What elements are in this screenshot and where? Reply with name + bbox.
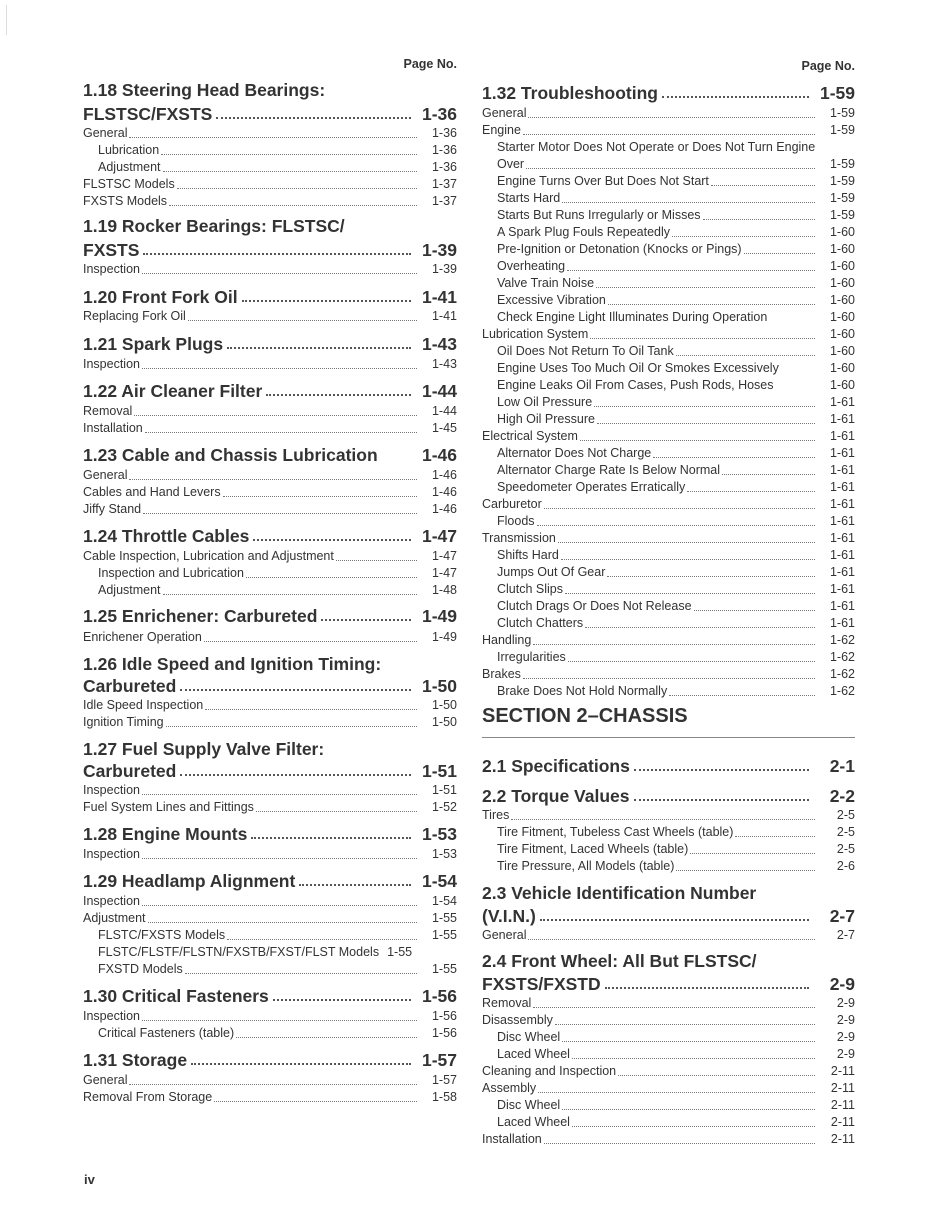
toc-entry[interactable]: Removal 2-9 bbox=[482, 996, 855, 1010]
toc-entry[interactable]: Starts But Runs Irregularly or Misses 1-59 bbox=[497, 208, 855, 222]
section-title: SECTION 2–CHASSIS bbox=[482, 705, 688, 727]
toc-heading-1-27-line2[interactable]: Carbureted 1-51 bbox=[83, 761, 457, 781]
toc-entry[interactable]: Pre-Ignition or Detonation (Knocks or Pings) 1-60 bbox=[497, 242, 855, 256]
toc-entry[interactable]: Cables and Hand Levers 1-46 bbox=[83, 485, 457, 499]
toc-entry[interactable]: Cleaning and Inspection 2-11 bbox=[482, 1064, 855, 1078]
toc-entry[interactable]: Engine Leaks Oil From Cases, Push Rods, Hoses 1-60 bbox=[497, 378, 855, 392]
page-no-label: Page No. bbox=[403, 57, 457, 71]
toc-entry[interactable]: Disc Wheel 2-9 bbox=[497, 1030, 855, 1044]
toc-entry[interactable]: Inspection 1-51 bbox=[83, 783, 457, 797]
toc-entry[interactable]: Engine Uses Too Much Oil Or Smokes Excessively 1-60 bbox=[497, 361, 855, 375]
toc-heading-2-3[interactable]: 2.3 Vehicle Identification Number bbox=[482, 883, 757, 903]
toc-heading-1-30[interactable]: 1.30 Critical Fasteners 1-56 bbox=[83, 986, 457, 1006]
toc-entry[interactable]: Low Oil Pressure 1-61 bbox=[497, 395, 855, 409]
toc-entry[interactable]: Removal 1-44 bbox=[83, 404, 457, 418]
toc-entry[interactable]: Idle Speed Inspection 1-50 bbox=[83, 698, 457, 712]
toc-entry[interactable]: A Spark Plug Fouls Repeatedly 1-60 bbox=[497, 225, 855, 239]
toc-entry[interactable]: Disc Wheel 2-11 bbox=[497, 1098, 855, 1112]
toc-entry[interactable]: General 1-59 bbox=[482, 106, 855, 120]
toc-entry[interactable]: Inspection 1-43 bbox=[83, 357, 457, 371]
section-rule bbox=[482, 737, 855, 738]
toc-entry[interactable]: Lubrication 1-36 bbox=[98, 143, 457, 157]
toc-entry[interactable]: Electrical System 1-61 bbox=[482, 429, 855, 443]
toc-entry[interactable]: Adjustment 1-48 bbox=[98, 583, 457, 597]
toc-heading-1-26[interactable]: 1.26 Idle Speed and Ignition Timing: bbox=[83, 654, 382, 674]
toc-entry[interactable]: Laced Wheel 2-9 bbox=[497, 1047, 855, 1061]
toc-entry[interactable]: Irregularities 1-62 bbox=[497, 650, 855, 664]
toc-entry[interactable]: FLSTC/FXSTS Models 1-55 bbox=[98, 928, 457, 942]
toc-entry[interactable]: Removal From Storage 1-58 bbox=[83, 1090, 457, 1104]
toc-entry[interactable]: Fuel System Lines and Fittings 1-52 bbox=[83, 800, 457, 814]
toc-entry[interactable]: Ignition Timing 1-50 bbox=[83, 715, 457, 729]
toc-entry[interactable]: Adjustment 1-36 bbox=[98, 160, 457, 174]
toc-entry[interactable]: Enrichener Operation 1-49 bbox=[83, 630, 457, 644]
toc-entry[interactable]: General 1-57 bbox=[83, 1073, 457, 1087]
toc-entry[interactable]: Jumps Out Of Gear 1-61 bbox=[497, 565, 855, 579]
toc-entry[interactable]: Alternator Charge Rate Is Below Normal 1-61 bbox=[497, 463, 855, 477]
toc-entry[interactable]: Tires 2-5 bbox=[482, 808, 855, 822]
toc-entry[interactable]: Floods 1-61 bbox=[497, 514, 855, 528]
toc-entry[interactable]: General 2-7 bbox=[482, 928, 855, 942]
toc-entry[interactable]: Oil Does Not Return To Oil Tank 1-60 bbox=[497, 344, 855, 358]
toc-heading-1-18[interactable] bbox=[83, 80, 457, 101]
toc-entry[interactable]: Shifts Hard 1-61 bbox=[497, 548, 855, 562]
toc-entry[interactable]: Overheating 1-60 bbox=[497, 259, 855, 273]
toc-heading-1-29[interactable]: 1.29 Headlamp Alignment 1-54 bbox=[83, 871, 457, 891]
toc-entry[interactable]: Critical Fasteners (table) 1-56 bbox=[98, 1026, 457, 1040]
toc-heading-1-31[interactable]: 1.31 Storage 1-57 bbox=[83, 1050, 457, 1070]
toc-entry[interactable]: High Oil Pressure 1-61 bbox=[497, 412, 855, 426]
toc-entry[interactable]: Inspection 1-53 bbox=[83, 847, 457, 861]
heading-text: 1.18 Steering Head Bearings: bbox=[83, 80, 326, 100]
toc-entry[interactable]: Carburetor 1-61 bbox=[482, 497, 855, 511]
heading-text: FLSTSC/FXSTS bbox=[83, 104, 213, 124]
toc-heading-2-2[interactable]: 2.2 Torque Values 2-2 bbox=[482, 786, 855, 806]
dot-leader bbox=[216, 117, 411, 119]
toc-heading-1-25[interactable]: 1.25 Enrichener: Carbureted 1-49 bbox=[83, 606, 457, 626]
toc-heading-1-21[interactable]: 1.21 Spark Plugs 1-43 bbox=[83, 334, 457, 354]
toc-entry[interactable]: Excessive Vibration 1-60 bbox=[497, 293, 855, 307]
toc-entry[interactable]: Inspection 1-56 bbox=[83, 1009, 457, 1023]
toc-entry[interactable]: Installation 2-11 bbox=[482, 1132, 855, 1146]
page-number: 1-36 bbox=[421, 104, 457, 124]
toc-entry[interactable]: Alternator Does Not Charge 1-61 bbox=[497, 446, 855, 460]
toc-heading-1-23[interactable]: 1.23 Cable and Chassis Lubrication 1-46 bbox=[83, 445, 457, 465]
toc-entry[interactable]: Jiffy Stand 1-46 bbox=[83, 502, 457, 516]
toc-entry[interactable]: Brakes 1-62 bbox=[482, 667, 855, 681]
toc-entry[interactable]: Clutch Chatters 1-61 bbox=[497, 616, 855, 630]
toc-entry[interactable]: Tire Fitment, Laced Wheels (table) 2-5 bbox=[497, 842, 855, 856]
toc-heading-2-3-line2[interactable]: (V.I.N.) 2-7 bbox=[482, 906, 855, 926]
toc-entry[interactable]: Adjustment 1-55 bbox=[83, 911, 457, 925]
toc-entry[interactable]: Valve Train Noise 1-60 bbox=[497, 276, 855, 290]
toc-heading-1-18-line2[interactable] bbox=[83, 104, 457, 125]
toc-entry[interactable]: Check Engine Light Illuminates During Operation 1-60 bbox=[497, 310, 855, 324]
toc-entry[interactable]: FLSTC/FLSTF/FLSTN/FXSTB/FXST/FLST Models 1-55 bbox=[98, 945, 413, 959]
toc-heading-1-28[interactable]: 1.28 Engine Mounts 1-53 bbox=[83, 824, 457, 844]
toc-heading-1-20[interactable]: 1.20 Front Fork Oil 1-41 bbox=[83, 287, 457, 307]
toc-entry[interactable]: Handling 1-62 bbox=[482, 633, 855, 647]
scan-margin-line bbox=[6, 5, 7, 35]
toc-heading-1-32[interactable]: 1.32 Troubleshooting 1-59 bbox=[482, 83, 855, 103]
toc-entry[interactable]: FLSTSC Models 1-37 bbox=[83, 177, 457, 191]
toc-entry[interactable]: Inspection and Lubrication 1-47 bbox=[98, 566, 457, 580]
toc-entry[interactable]: FXSTD Models 1-55 bbox=[98, 962, 457, 976]
toc-heading-1-27[interactable]: 1.27 Fuel Supply Valve Filter: bbox=[83, 739, 325, 759]
toc-heading-1-22[interactable]: 1.22 Air Cleaner Filter 1-44 bbox=[83, 381, 457, 401]
toc-heading-2-4-line2[interactable]: FXSTS/FXSTD 2-9 bbox=[482, 974, 855, 994]
toc-entry[interactable]: Disassembly 2-9 bbox=[482, 1013, 855, 1027]
toc-heading-1-19-line2[interactable]: FXSTS 1-39 bbox=[83, 240, 457, 260]
toc-heading-2-1[interactable]: 2.1 Specifications 2-1 bbox=[482, 756, 855, 776]
toc-entry[interactable]: Assembly 2-11 bbox=[482, 1081, 855, 1095]
page-no-label: Page No. bbox=[801, 59, 855, 73]
toc-heading-1-24[interactable]: 1.24 Throttle Cables 1-47 bbox=[83, 526, 457, 546]
toc-entry[interactable]: Inspection 1-39 bbox=[83, 262, 457, 276]
toc-entry[interactable]: Over 1-59 bbox=[497, 157, 855, 171]
toc-heading-1-19[interactable] bbox=[83, 216, 457, 237]
toc-entry[interactable]: General 1-46 bbox=[83, 468, 457, 482]
toc-heading-1-26-line2[interactable]: Carbureted 1-50 bbox=[83, 676, 457, 696]
toc-entry[interactable]: Cable Inspection, Lubrication and Adjustment 1-47 bbox=[83, 549, 457, 563]
toc-entry[interactable]: Engine 1-59 bbox=[482, 123, 855, 137]
toc-entry[interactable]: Tire Pressure, All Models (table) 2-6 bbox=[497, 859, 855, 873]
page-footer-number: iv bbox=[84, 1172, 95, 1187]
toc-entry[interactable]: Laced Wheel 2-11 bbox=[497, 1115, 855, 1129]
toc-heading-2-4[interactable]: 2.4 Front Wheel: All But FLSTSC/ bbox=[482, 951, 757, 971]
toc-entry[interactable]: Inspection 1-54 bbox=[83, 894, 457, 908]
toc-entry[interactable]: Clutch Slips 1-61 bbox=[497, 582, 855, 596]
toc-entry[interactable]: FXSTS Models 1-37 bbox=[83, 194, 457, 208]
heading-text: FXSTS bbox=[83, 240, 140, 260]
toc-entry[interactable]: Lubrication System 1-60 bbox=[482, 327, 855, 341]
toc-entry[interactable]: Replacing Fork Oil 1-41 bbox=[83, 309, 457, 323]
toc-entry[interactable]: Clutch Drags Or Does Not Release 1-61 bbox=[497, 599, 855, 613]
toc-entry[interactable]: Tire Fitment, Tubeless Cast Wheels (table) 2-5 bbox=[497, 825, 855, 839]
toc-entry[interactable]: General 1-36 bbox=[83, 126, 457, 140]
toc-entry[interactable]: Engine Turns Over But Does Not Start 1-59 bbox=[497, 174, 855, 188]
heading-text: 1.19 Rocker Bearings: FLSTSC/ bbox=[83, 216, 345, 236]
toc-entry[interactable]: Transmission 1-61 bbox=[482, 531, 855, 545]
toc-entry[interactable]: Starter Motor Does Not Operate or Does Not Turn Engine bbox=[497, 140, 816, 154]
toc-entry[interactable]: Installation 1-45 bbox=[83, 421, 457, 435]
toc-entry[interactable]: Brake Does Not Hold Normally 1-62 bbox=[497, 684, 855, 698]
toc-entry[interactable]: Starts Hard 1-59 bbox=[497, 191, 855, 205]
toc-entry[interactable]: Speedometer Operates Erratically 1-61 bbox=[497, 480, 855, 494]
